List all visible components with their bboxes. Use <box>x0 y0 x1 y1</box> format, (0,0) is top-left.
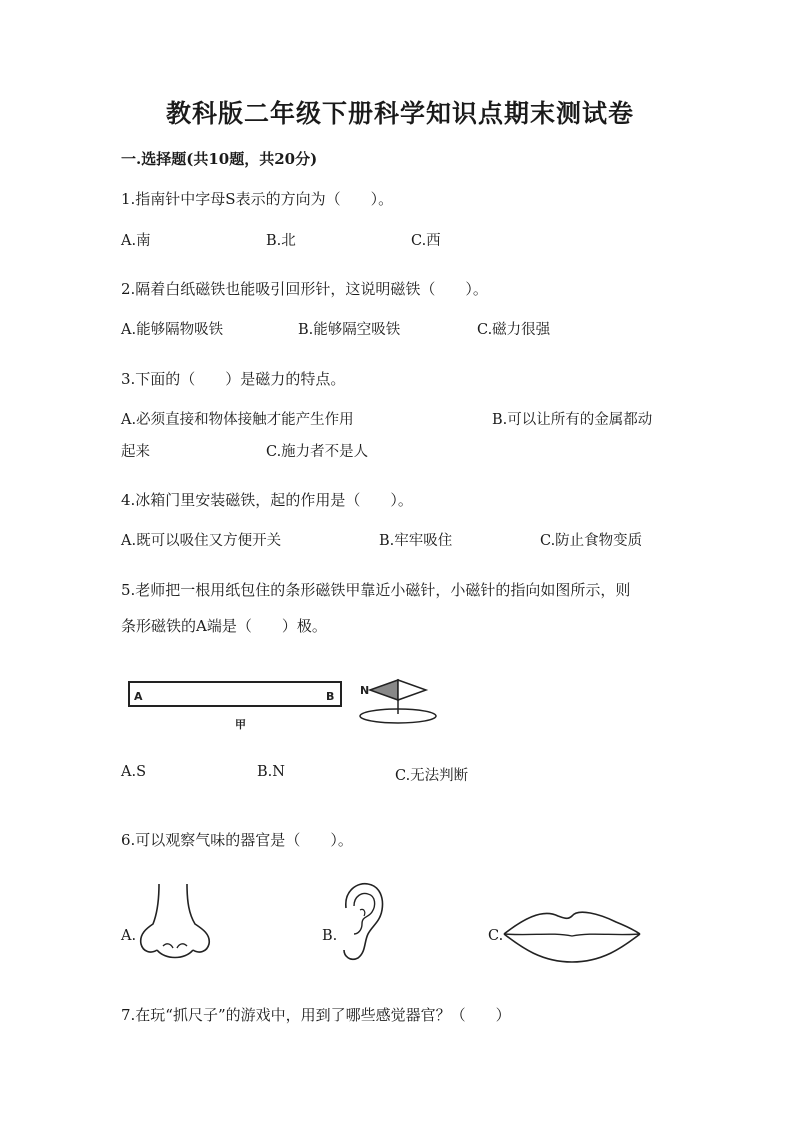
needle-n-label: N <box>360 684 370 697</box>
question-2: 2.隔着白纸磁铁也能吸引回形针，这说明磁铁（ ）。 <box>121 280 488 298</box>
q2-option-a[interactable]: A.能够隔物吸铁 <box>121 322 224 338</box>
page-title: 教科版二年级下册科学知识点期末测试卷 <box>165 99 634 128</box>
bar-magnet <box>129 682 341 706</box>
q4-option-a[interactable]: A.既可以吸住又方便开关 <box>121 533 282 549</box>
q1-option-c[interactable]: C.西 <box>411 233 441 249</box>
q2-option-b[interactable]: B.能够隔空吸铁 <box>298 322 401 338</box>
magnet-end-a-label: A <box>134 690 143 703</box>
q1-option-b[interactable]: B.北 <box>266 233 296 249</box>
q6-option-a[interactable]: A. <box>121 928 137 944</box>
q3-option-c[interactable]: C.施力者不是人 <box>266 444 369 460</box>
q5-option-b[interactable]: B.N <box>257 764 285 780</box>
q3-option-b[interactable]: B.可以让所有的金属都动 <box>492 412 653 428</box>
q1-option-a[interactable]: A.南 <box>121 233 151 249</box>
question-1: 1.指南针中字母S表示的方向为（ ）。 <box>121 190 394 208</box>
q4-option-b[interactable]: B.牢牢吸住 <box>379 533 453 549</box>
q3-option-a[interactable]: A.必须直接和物体接触才能产生作用 <box>121 412 354 428</box>
question-5-line-1: 5.老师把一根用纸包住的条形磁铁甲靠近小磁针，小磁针的指向如图所示，则 <box>121 581 631 599</box>
section-heading: 一.选择题(共10题，共20分) <box>121 150 318 168</box>
nose-icon <box>135 882 217 962</box>
question-3: 3.下面的（ ）是磁力的特点。 <box>121 370 346 388</box>
q5-option-c[interactable]: C.无法判断 <box>395 768 469 784</box>
question-6: 6.可以观察气味的器官是（ ）。 <box>121 831 353 849</box>
q6-option-b[interactable]: B. <box>322 928 338 944</box>
question-5-line-2: 条形磁铁的A端是（ ）极。 <box>121 617 327 635</box>
magnet-needle-figure <box>120 670 440 740</box>
magnet-end-b-label: B <box>326 690 335 703</box>
q3-option-b-continued: 起来 <box>121 444 150 460</box>
q5-option-a[interactable]: A.S <box>121 764 147 780</box>
ear-icon <box>336 880 386 964</box>
question-7: 7.在玩“抓尺子”的游戏中，用到了哪些感觉器官？（ ） <box>121 1006 511 1024</box>
q2-option-c[interactable]: C.磁力很强 <box>477 322 551 338</box>
compass-needle-icon <box>360 680 436 723</box>
question-4: 4.冰箱门里安装磁铁，起的作用是（ ）。 <box>121 491 413 509</box>
lips-icon <box>502 904 642 968</box>
q4-option-c[interactable]: C.防止食物变质 <box>540 533 643 549</box>
q6-option-c[interactable]: C. <box>488 928 504 944</box>
magnet-name-label: 甲 <box>235 718 246 731</box>
